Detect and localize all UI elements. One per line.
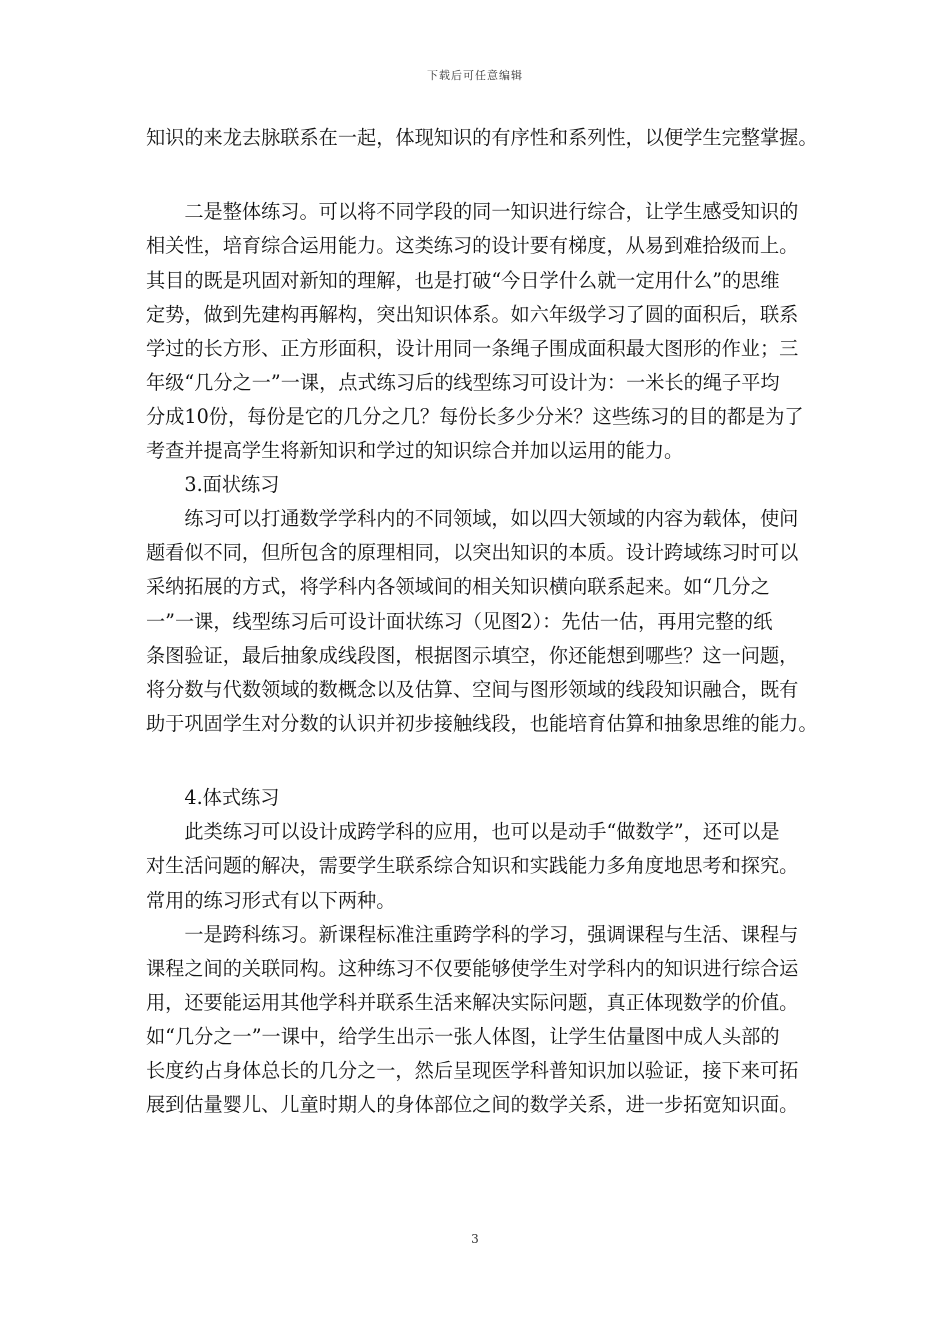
body-line: 此类练习可以设计成跨学科的应用，也可以是动手“做数学”，还可以是 bbox=[146, 820, 780, 843]
body-line: 对生活问题的解决，需要学生联系综合知识和实践能力多角度地思考和探究。 bbox=[146, 854, 799, 877]
body-line: 相关性，培育综合运用能力。这类练习的设计要有梯度，从易到难拾级而上。 bbox=[146, 234, 799, 257]
body-line: 展到估量婴儿、儿童时期人的身体部位之间的数学关系，进一步拓宽知识面。 bbox=[146, 1093, 799, 1116]
body-line: 年级“几分之一”一课，点式练习后的线型练习可设计为：一米长的绳子平均 bbox=[146, 371, 780, 394]
body-line: 用，还要能运用其他学科并联系生活来解决实际问题，真正体现数学的价值。 bbox=[146, 991, 799, 1014]
body-line: 一是跨科练习。新课程标准注重跨学科的学习，强调课程与生活、课程与 bbox=[146, 923, 799, 946]
body-line: 学过的长方形、正方形面积，设计用同一条绳子围成面积最大图形的作业；三 bbox=[146, 337, 799, 360]
body-line: 考查并提高学生将新知识和学过的知识综合并加以运用的能力。 bbox=[146, 439, 684, 462]
body-line: 二是整体练习。可以将不同学段的同一知识进行综合，让学生感受知识的 bbox=[146, 200, 799, 223]
page-number: 3 bbox=[471, 1232, 479, 1246]
body-line: 助于巩固学生对分数的认识并初步接触线段，也能培育估算和抽象思维的能力。 bbox=[146, 712, 818, 735]
body-line: 常用的练习形式有以下两种。 bbox=[146, 889, 396, 912]
body-line: 一”一课，线型练习后可设计面状练习（见图2）：先估一估，再用完整的纸 bbox=[146, 610, 773, 633]
body-line: 分成10份，每份是它的几分之几？每份长多少分米？这些练习的目的都是为了 bbox=[146, 405, 804, 428]
section-heading: 4.体式练习 bbox=[146, 786, 280, 809]
body-line: 课程之间的关联同构。这种练习不仅要能够使学生对学科内的知识进行综合运 bbox=[146, 957, 799, 980]
body-line: 长度约占身体总长的几分之一，然后呈现医学科普知识加以验证，接下来可拓 bbox=[146, 1059, 799, 1082]
body-line: 题看似不同，但所包含的原理相同，以突出知识的本质。设计跨域练习时可以 bbox=[146, 541, 799, 564]
section-heading: 3.面状练习 bbox=[146, 473, 280, 496]
body-line: 定势，做到先建构再解构，突出知识体系。如六年级学习了圆的面积后，联系 bbox=[146, 303, 799, 326]
body-line: 条图验证，最后抽象成线段图，根据图示填空，你还能想到哪些？这一问题， bbox=[146, 644, 799, 667]
body-line: 知识的来龙去脉联系在一起，体现知识的有序性和系列性，以便学生完整掌握。 bbox=[146, 126, 818, 149]
page-header: 下载后可任意编辑 bbox=[427, 69, 523, 82]
body-line: 练习可以打通数学学科内的不同领域，如以四大领域的内容为载体，使问 bbox=[146, 507, 799, 530]
body-line: 其目的既是巩固对新知的理解，也是打破“今日学什么就一定用什么”的思维 bbox=[146, 269, 780, 292]
body-line: 采纳拓展的方式，将学科内各领域间的相关知识横向联系起来。如“几分之 bbox=[146, 575, 770, 598]
body-line: 将分数与代数领域的数概念以及估算、空间与图形领域的线段知识融合，既有 bbox=[146, 678, 799, 701]
body-line: 如“几分之一”一课中，给学生出示一张人体图，让学生估量图中成人头部的 bbox=[146, 1025, 780, 1048]
